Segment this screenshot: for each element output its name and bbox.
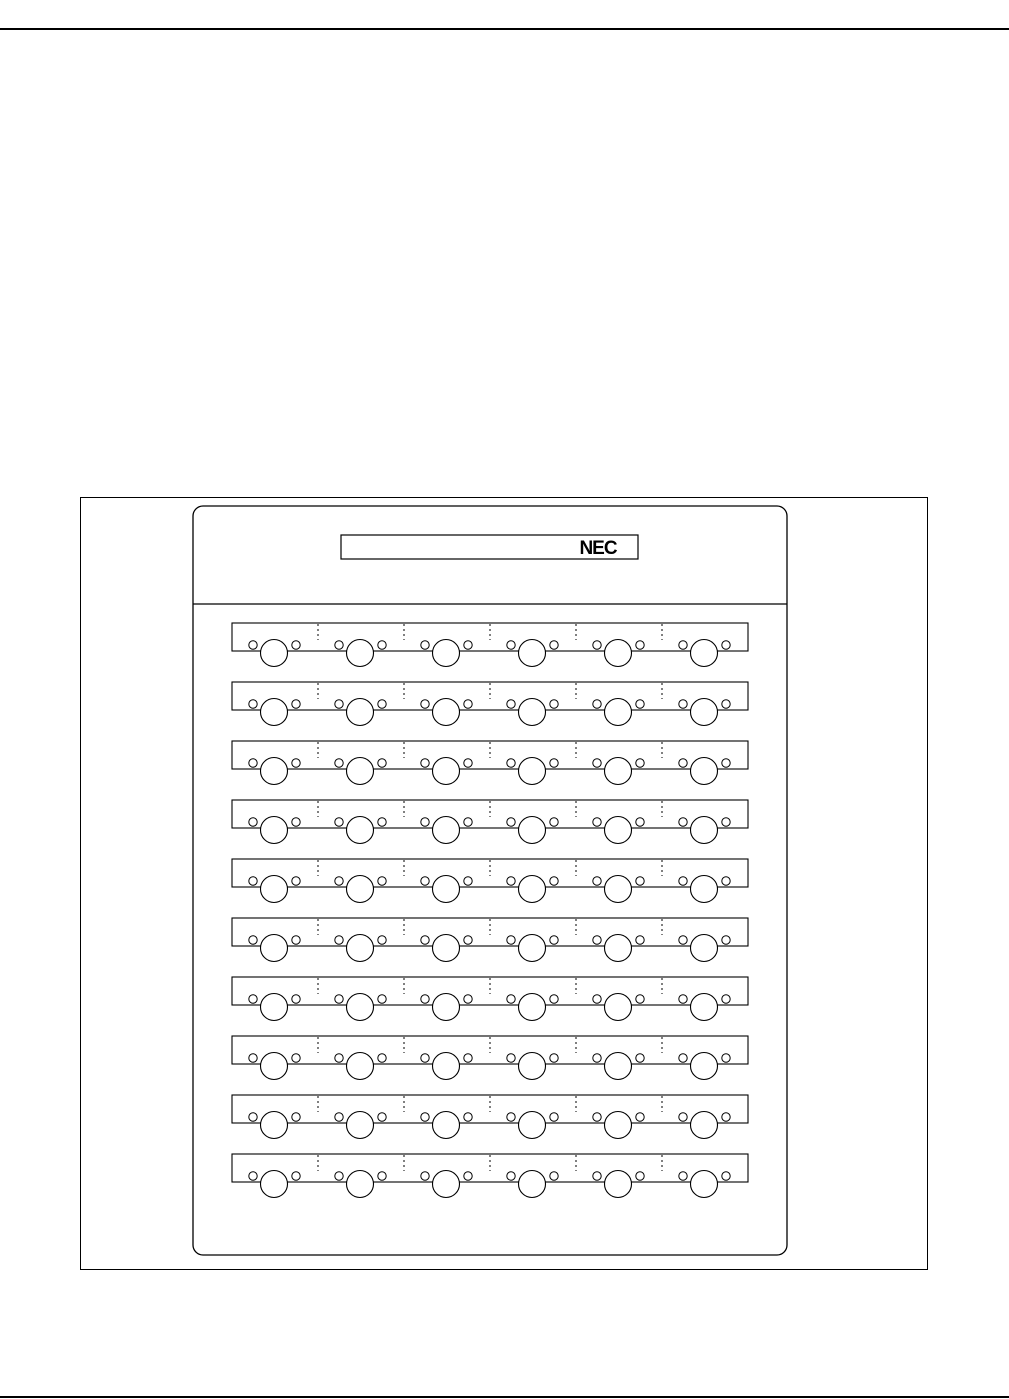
- key-button[interactable]: [519, 640, 546, 667]
- led-indicator: [550, 995, 558, 1003]
- led-indicator: [593, 818, 601, 826]
- key-button[interactable]: [433, 1053, 460, 1080]
- key-button[interactable]: [605, 640, 632, 667]
- key-button[interactable]: [691, 876, 718, 903]
- led-indicator: [550, 877, 558, 885]
- key-button[interactable]: [433, 640, 460, 667]
- key-button[interactable]: [605, 817, 632, 844]
- led-indicator: [722, 1054, 730, 1062]
- key-button[interactable]: [347, 876, 374, 903]
- led-indicator: [249, 818, 257, 826]
- key-button[interactable]: [519, 876, 546, 903]
- led-indicator: [335, 877, 343, 885]
- key-button[interactable]: [261, 994, 288, 1021]
- key-button[interactable]: [347, 1171, 374, 1198]
- led-indicator: [550, 1054, 558, 1062]
- key-strip: [232, 1036, 748, 1064]
- key-button[interactable]: [261, 817, 288, 844]
- led-indicator: [421, 759, 429, 767]
- led-indicator: [593, 995, 601, 1003]
- led-indicator: [335, 700, 343, 708]
- key-button[interactable]: [261, 699, 288, 726]
- led-indicator: [249, 1054, 257, 1062]
- led-indicator: [722, 759, 730, 767]
- led-indicator: [593, 641, 601, 649]
- led-indicator: [679, 877, 687, 885]
- led-indicator: [593, 936, 601, 944]
- key-button[interactable]: [519, 1053, 546, 1080]
- led-indicator: [464, 877, 472, 885]
- key-button[interactable]: [519, 1171, 546, 1198]
- key-button[interactable]: [433, 817, 460, 844]
- key-strip: [232, 682, 748, 710]
- led-indicator: [421, 877, 429, 885]
- key-button[interactable]: [605, 935, 632, 962]
- led-indicator: [464, 818, 472, 826]
- led-indicator: [679, 1172, 687, 1180]
- led-indicator: [550, 818, 558, 826]
- key-button[interactable]: [519, 699, 546, 726]
- key-button[interactable]: [433, 1171, 460, 1198]
- led-indicator: [593, 759, 601, 767]
- key-button[interactable]: [347, 640, 374, 667]
- led-indicator: [507, 936, 515, 944]
- led-indicator: [335, 1054, 343, 1062]
- led-indicator: [507, 995, 515, 1003]
- led-indicator: [636, 641, 644, 649]
- key-button[interactable]: [519, 817, 546, 844]
- led-indicator: [507, 877, 515, 885]
- led-indicator: [421, 1172, 429, 1180]
- led-indicator: [292, 936, 300, 944]
- key-button[interactable]: [691, 935, 718, 962]
- led-indicator: [249, 995, 257, 1003]
- led-indicator: [421, 936, 429, 944]
- key-button[interactable]: [347, 935, 374, 962]
- key-button[interactable]: [691, 1112, 718, 1139]
- led-indicator: [507, 1054, 515, 1062]
- key-button[interactable]: [433, 876, 460, 903]
- key-button[interactable]: [433, 758, 460, 785]
- led-indicator: [464, 759, 472, 767]
- led-indicator: [378, 1054, 386, 1062]
- led-indicator: [722, 995, 730, 1003]
- key-button[interactable]: [519, 1112, 546, 1139]
- led-indicator: [378, 877, 386, 885]
- key-strip: [232, 1154, 748, 1182]
- key-button[interactable]: [347, 1053, 374, 1080]
- led-indicator: [507, 1113, 515, 1121]
- led-indicator: [292, 1113, 300, 1121]
- led-indicator: [292, 818, 300, 826]
- led-indicator: [335, 1172, 343, 1180]
- key-button[interactable]: [691, 1171, 718, 1198]
- led-indicator: [421, 1113, 429, 1121]
- led-indicator: [636, 759, 644, 767]
- led-indicator: [378, 1172, 386, 1180]
- led-indicator: [722, 1172, 730, 1180]
- led-indicator: [464, 641, 472, 649]
- led-indicator: [722, 877, 730, 885]
- led-indicator: [593, 1172, 601, 1180]
- footer-rule: [0, 1396, 1009, 1398]
- led-indicator: [507, 818, 515, 826]
- key-button[interactable]: [605, 876, 632, 903]
- key-button[interactable]: [605, 1112, 632, 1139]
- key-button[interactable]: [347, 758, 374, 785]
- key-button[interactable]: [691, 817, 718, 844]
- led-indicator: [249, 1113, 257, 1121]
- led-indicator: [679, 1113, 687, 1121]
- led-indicator: [249, 641, 257, 649]
- key-button[interactable]: [433, 994, 460, 1021]
- led-indicator: [722, 700, 730, 708]
- led-indicator: [421, 1054, 429, 1062]
- led-indicator: [593, 1113, 601, 1121]
- led-indicator: [378, 936, 386, 944]
- key-button[interactable]: [261, 640, 288, 667]
- led-indicator: [464, 1113, 472, 1121]
- key-button[interactable]: [605, 1053, 632, 1080]
- led-indicator: [550, 936, 558, 944]
- key-button[interactable]: [433, 935, 460, 962]
- led-indicator: [636, 700, 644, 708]
- led-indicator: [378, 1113, 386, 1121]
- key-button[interactable]: [261, 758, 288, 785]
- key-button[interactable]: [261, 1053, 288, 1080]
- key-button[interactable]: [347, 994, 374, 1021]
- led-indicator: [550, 641, 558, 649]
- key-button[interactable]: [605, 699, 632, 726]
- led-indicator: [464, 995, 472, 1003]
- key-button[interactable]: [519, 994, 546, 1021]
- led-indicator: [249, 1172, 257, 1180]
- led-indicator: [292, 759, 300, 767]
- key-button[interactable]: [605, 758, 632, 785]
- key-strip: [232, 918, 748, 946]
- led-indicator: [378, 759, 386, 767]
- key-button[interactable]: [519, 935, 546, 962]
- key-button[interactable]: [261, 1171, 288, 1198]
- led-indicator: [636, 936, 644, 944]
- led-indicator: [636, 1054, 644, 1062]
- key-strip-group: [232, 623, 748, 1198]
- led-indicator: [593, 1054, 601, 1062]
- led-indicator: [335, 759, 343, 767]
- led-indicator: [679, 700, 687, 708]
- led-indicator: [722, 818, 730, 826]
- led-indicator: [593, 877, 601, 885]
- key-button[interactable]: [691, 994, 718, 1021]
- led-indicator: [292, 1054, 300, 1062]
- led-indicator: [249, 700, 257, 708]
- led-indicator: [679, 641, 687, 649]
- key-button[interactable]: [691, 758, 718, 785]
- led-indicator: [292, 641, 300, 649]
- led-indicator: [335, 995, 343, 1003]
- led-indicator: [378, 818, 386, 826]
- key-button[interactable]: [261, 876, 288, 903]
- key-button[interactable]: [605, 1171, 632, 1198]
- led-indicator: [464, 936, 472, 944]
- led-indicator: [679, 936, 687, 944]
- led-indicator: [593, 700, 601, 708]
- led-indicator: [249, 877, 257, 885]
- led-indicator: [679, 995, 687, 1003]
- led-indicator: [722, 1113, 730, 1121]
- key-button[interactable]: [261, 1112, 288, 1139]
- led-indicator: [421, 700, 429, 708]
- led-indicator: [292, 877, 300, 885]
- key-button[interactable]: [433, 1112, 460, 1139]
- key-button[interactable]: [347, 817, 374, 844]
- led-indicator: [249, 936, 257, 944]
- key-strip: [232, 623, 748, 651]
- led-indicator: [335, 818, 343, 826]
- nec-logo: NEC: [579, 538, 617, 559]
- led-indicator: [421, 641, 429, 649]
- key-button[interactable]: [433, 699, 460, 726]
- key-button[interactable]: [347, 699, 374, 726]
- led-indicator: [636, 1172, 644, 1180]
- led-indicator: [550, 1172, 558, 1180]
- led-indicator: [507, 641, 515, 649]
- led-indicator: [636, 995, 644, 1003]
- led-indicator: [335, 1113, 343, 1121]
- led-indicator: [507, 1172, 515, 1180]
- led-indicator: [335, 936, 343, 944]
- led-indicator: [421, 995, 429, 1003]
- key-button[interactable]: [691, 1053, 718, 1080]
- key-button[interactable]: [605, 994, 632, 1021]
- led-indicator: [464, 1054, 472, 1062]
- led-indicator: [421, 818, 429, 826]
- led-indicator: [249, 759, 257, 767]
- led-indicator: [679, 1054, 687, 1062]
- led-indicator: [464, 700, 472, 708]
- led-indicator: [550, 759, 558, 767]
- led-indicator: [292, 1172, 300, 1180]
- led-indicator: [378, 995, 386, 1003]
- key-button[interactable]: [519, 758, 546, 785]
- key-button[interactable]: [261, 935, 288, 962]
- led-indicator: [550, 700, 558, 708]
- key-strip: [232, 800, 748, 828]
- key-strip: [232, 741, 748, 769]
- led-indicator: [378, 641, 386, 649]
- key-strip: [232, 859, 748, 887]
- led-indicator: [292, 700, 300, 708]
- key-button[interactable]: [691, 640, 718, 667]
- led-indicator: [679, 818, 687, 826]
- led-indicator: [636, 818, 644, 826]
- led-indicator: [378, 700, 386, 708]
- key-strip: [232, 1095, 748, 1123]
- led-indicator: [464, 1172, 472, 1180]
- led-indicator: [722, 641, 730, 649]
- key-strip: [232, 977, 748, 1005]
- key-button[interactable]: [347, 1112, 374, 1139]
- led-indicator: [636, 877, 644, 885]
- led-indicator: [722, 936, 730, 944]
- led-indicator: [679, 759, 687, 767]
- led-indicator: [292, 995, 300, 1003]
- led-indicator: [636, 1113, 644, 1121]
- led-indicator: [550, 1113, 558, 1121]
- key-button[interactable]: [691, 699, 718, 726]
- led-indicator: [335, 641, 343, 649]
- led-indicator: [507, 759, 515, 767]
- led-indicator: [507, 700, 515, 708]
